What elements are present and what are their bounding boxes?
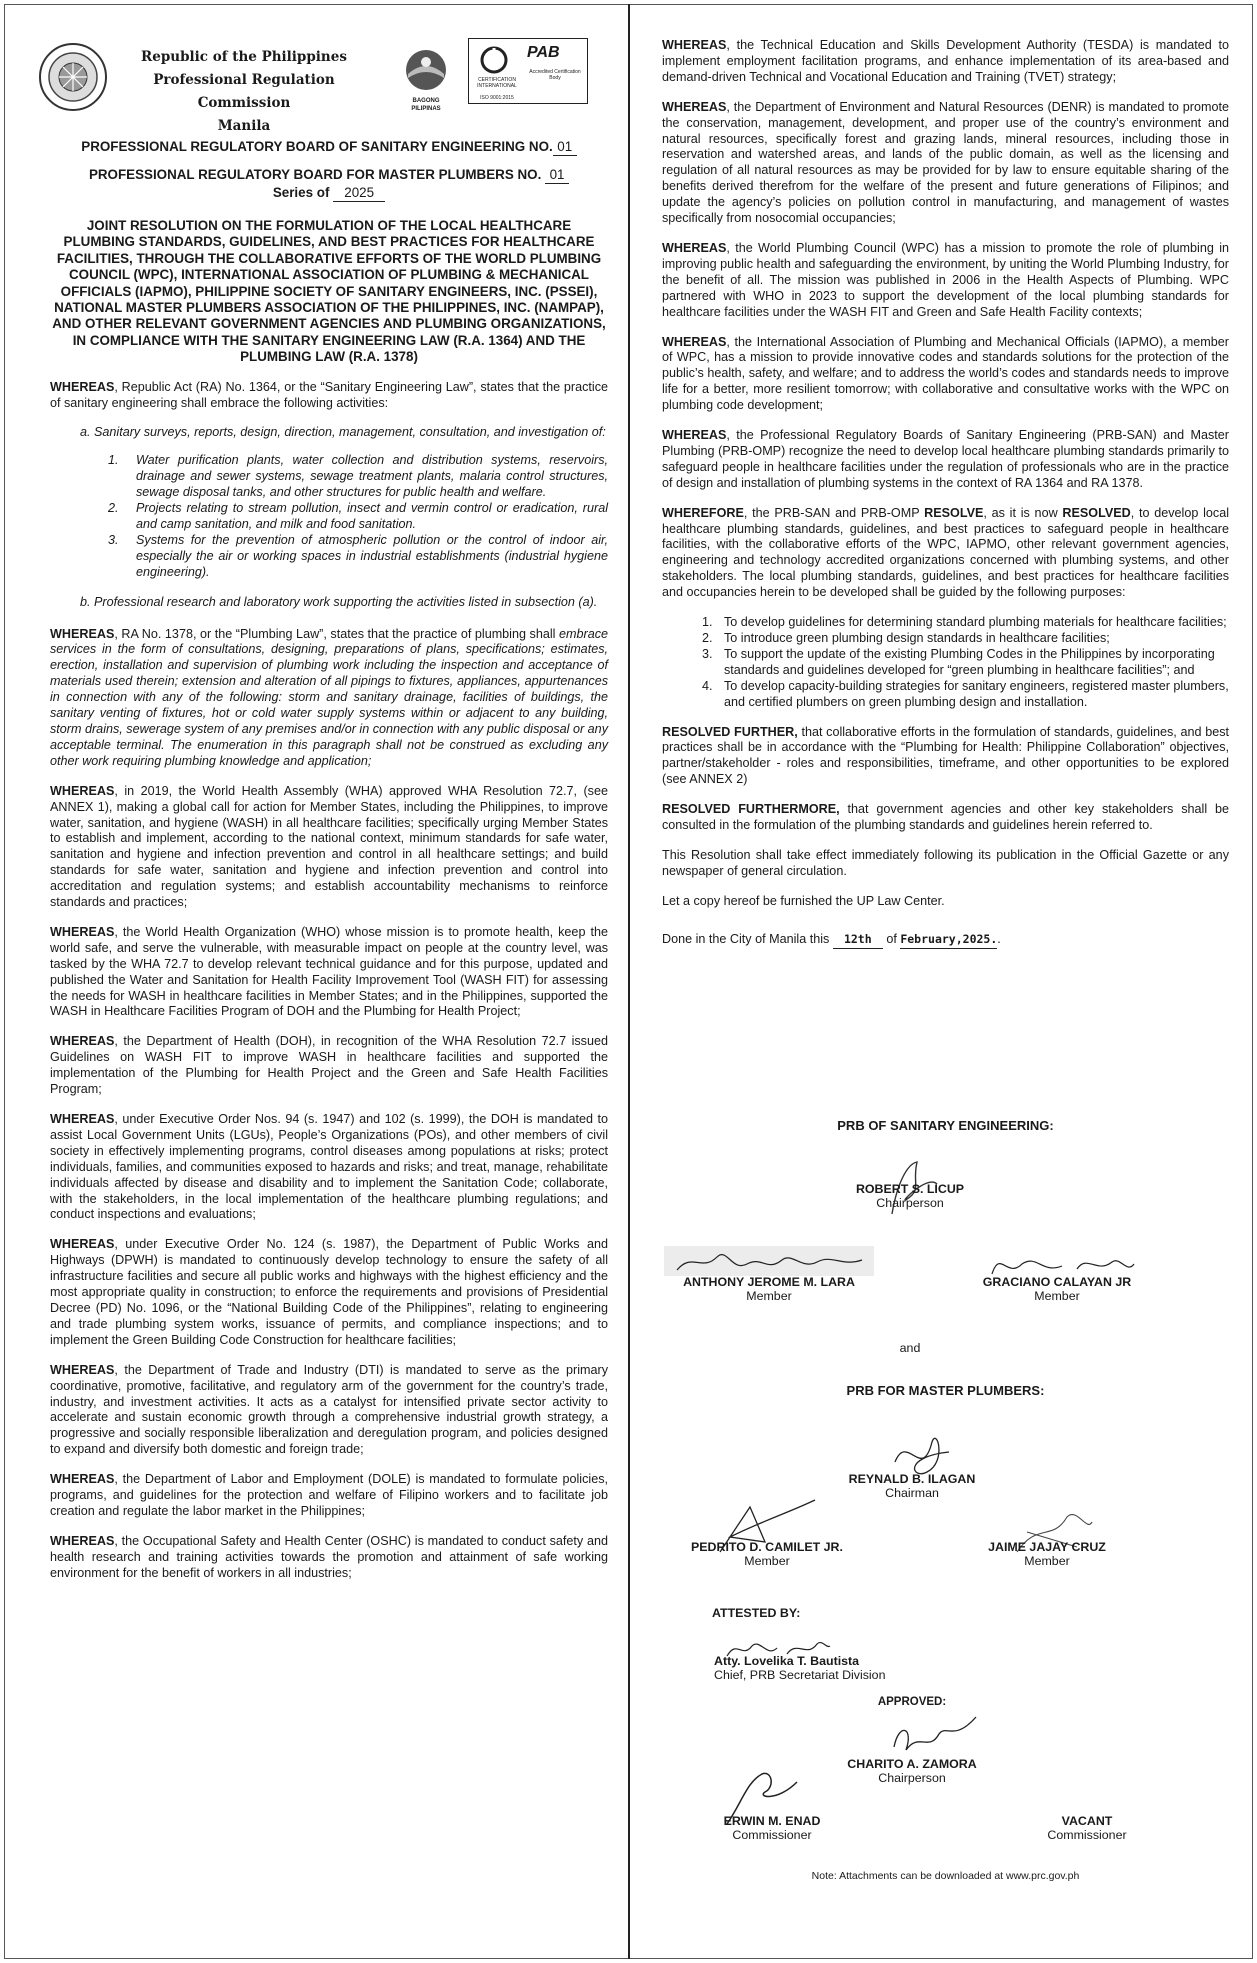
whereas-wha bbox=[50, 784, 608, 911]
whereas-text: , the World Plumbing Council (WPC) has a mission to promote the role of plumbing in improving public health and safeguarding the environment, by uniting the World Plumbing Industry, for the benefit of all. The mission was published in 2006 in the Health Aspects of Plumbing. WPC partnered with WHO in 2023 to support the development of the local plumbing standards for healthcare facilities under the WASH FIT and Green and Safe Health Facility contexts; bbox=[662, 240, 1229, 319]
whereas-text: , the Occupational Safety and Health Center (OSHC) is mandated to conduct safety and health research and training activities towards the promotion and attainment of safe working environment for the benefit of workers in all industries; bbox=[50, 1533, 608, 1580]
prc-chair bbox=[817, 1757, 1007, 1785]
purposes-list bbox=[662, 615, 1229, 710]
item-number: 3. bbox=[702, 646, 713, 661]
whereas-label: WHEREAS bbox=[662, 99, 727, 114]
and-connector: and bbox=[899, 1341, 921, 1355]
mp-member-1 bbox=[682, 1540, 852, 1568]
resolved-furthermore-text: that government agencies and other key stakeholders shall be consulted in the formulation of the plumbing standards and guidelines herein referred to. bbox=[662, 802, 1229, 833]
mp-member-2-role: Member bbox=[1024, 1554, 1070, 1568]
wherefore-text: , as it is now bbox=[983, 505, 1063, 520]
san-chair-name: ROBERT S. LICUP bbox=[855, 1182, 965, 1196]
whereas-text: , RA No. 1378, or the “Plumbing Law”, states that the practice of plumbing shall bbox=[114, 626, 559, 641]
right-column bbox=[662, 38, 1229, 963]
whereas-label: WHEREAS bbox=[50, 1112, 115, 1126]
san-chair bbox=[825, 1182, 995, 1210]
done-day: 12th bbox=[833, 932, 883, 949]
header-city: Manila bbox=[217, 118, 271, 134]
whereas-who bbox=[50, 925, 608, 1020]
series-prefix: Series of bbox=[272, 185, 330, 200]
whereas-doh bbox=[50, 1034, 608, 1098]
done-line bbox=[662, 932, 1229, 949]
whereas-label: WHEREAS bbox=[50, 1237, 115, 1252]
whereas-prb bbox=[662, 428, 1229, 492]
whereas-label: WHEREAS bbox=[50, 1034, 115, 1049]
board1-prefix: PROFESSIONAL REGULATORY BOARD OF SANITARY ENGINEERING NO. bbox=[81, 139, 553, 154]
certification-ring-icon bbox=[479, 45, 509, 75]
whereas-text: , the International Association of Plumbing and Mechanical Officials (IAPMO), a member of WPC, has a mission to provide innovative codes and standards solutions for the protection of the public’s health, safety, and welfare; and to address the world’s codes and standards needs to improve life for a better, more resilient tomorrow; with collaborative and consultative works with the WPC on plumbing code development; bbox=[662, 334, 1229, 413]
san-member-2-name: GRACIANO CALAYAN JR bbox=[982, 1275, 1132, 1289]
done-of: of bbox=[886, 931, 897, 946]
whereas-label: WHEREAS bbox=[50, 379, 115, 394]
whereas-label: WHEREAS bbox=[50, 1472, 115, 1487]
whereas-label: WHEREAS bbox=[50, 783, 115, 798]
board2-title bbox=[50, 166, 608, 184]
effectivity-clause: This Resolution shall take effect immediately following its publication in the Official Gazette or any newspaper of general circulation. bbox=[662, 847, 1229, 878]
prc-chair-name: CHARITO A. ZAMORA bbox=[847, 1757, 977, 1771]
resolved-furthermore-label: RESOLVED FURTHERMORE, bbox=[662, 802, 840, 817]
whereas-label: WHEREAS bbox=[662, 38, 727, 52]
board2-prefix: PROFESSIONAL REGULATORY BOARD FOR MASTER PLUMBERS NO. bbox=[88, 167, 542, 182]
resolved-further-text: that collaborative efforts in the formulation of standards, guidelines, and best practices shall be in accordance with the “Plumbing for Health: Philippine Collaboration” objectives, partner/stakeholder - roles and responsibilities, timeframe, and other opportunities to be explored (see ANNEX 2) bbox=[662, 724, 1229, 787]
mp-member-2 bbox=[962, 1540, 1132, 1568]
commissioner-2 bbox=[1017, 1814, 1157, 1842]
whereas-label: WHEREAS bbox=[662, 428, 727, 443]
list-item bbox=[702, 679, 1229, 711]
whereas-text: , Republic Act (RA) No. 1364, or the “Sanitary Engineering Law”, states that the practice of sanitary engineering shall embrace the following activities: bbox=[50, 379, 608, 410]
commissioner-1 bbox=[692, 1814, 852, 1842]
prc-seal-logo bbox=[38, 42, 108, 112]
commissioner-1-name: ERWIN M. ENAD bbox=[723, 1814, 821, 1828]
resolved-word: RESOLVED bbox=[1062, 505, 1131, 520]
list-item bbox=[702, 615, 1229, 631]
whereas-label: WHEREAS bbox=[662, 334, 727, 349]
whereas-dpwh bbox=[50, 1237, 608, 1348]
commissioner-1-role: Commissioner bbox=[732, 1828, 812, 1842]
item-text: To develop capacity-building strategies for sanitary engineers, registered master plumbers, and certified plumbers on green plumbing design and installation. bbox=[724, 678, 1229, 709]
done-text: Done in the City of Manila this bbox=[662, 931, 830, 946]
whereas-eo94 bbox=[50, 1112, 608, 1223]
item-number: 2. bbox=[108, 501, 119, 516]
activity-a: a. Sanitary surveys, reports, design, direction, management, consultation, and investigation of: bbox=[80, 425, 606, 440]
whereas-dti bbox=[50, 1363, 608, 1458]
whereas-label: WHEREAS bbox=[50, 1533, 115, 1548]
attested-role: Chief, PRB Secretariat Division bbox=[714, 1668, 886, 1682]
whereas-text: , the Department of Environment and Natural Resources (DENR) is mandated to promote the conservation, management, development, and proper use of the country’s environment and natural resources, specifically forest and grazing lands, mineral resources, including those in reservation and watershed areas, and lands of the public domain, as well as the licensing and regulation of all natural resources as may be provided for by law to ensure equitable sharing of the benefits derived therefrom for the welfare of the present and future generations of Filipinos; and update the agency’s policies on pollution control in manufacturing, and management of wastes specifically from nosocomial occupancies; bbox=[662, 99, 1229, 226]
mp-chair-role: Chairman bbox=[885, 1486, 939, 1500]
commissioner-2-role: Commissioner bbox=[1047, 1828, 1127, 1842]
list-item bbox=[108, 501, 608, 533]
whereas-iapmo bbox=[662, 335, 1229, 415]
list-item bbox=[702, 631, 1229, 647]
whereas-tesda bbox=[662, 38, 1229, 86]
letterhead bbox=[50, 38, 608, 138]
san-member-1-role: Member bbox=[746, 1289, 792, 1303]
resolved-further bbox=[662, 725, 1229, 789]
whereas-dole bbox=[50, 1472, 608, 1520]
san-member-1-name: ANTHONY JEROME M. LARA bbox=[683, 1275, 855, 1289]
letterhead-text bbox=[116, 46, 372, 138]
item-text: To introduce green plumbing design standards in healthcare facilities; bbox=[724, 631, 1110, 645]
mp-member-1-role: Member bbox=[744, 1554, 790, 1568]
header-commission: Professional Regulation Commission bbox=[153, 72, 335, 111]
activity-b: b. Professional research and laboratory work supporting the activities listed in subsection (a). bbox=[80, 594, 598, 609]
whereas-text: , the Professional Regulatory Boards of Sanitary Engineering (PRB-SAN) and Master Plumbing (PRB-OMP) recognize the need to develop local healthcare plumbing standards primarily to safeguard people in healthcare facilities under the regulation of professionals who are in the practice of design and installation of plumbing systems in the context of RA 1364 and RA 1378. bbox=[662, 428, 1229, 490]
item-text: Projects relating to stream pollution, insect and vermin control or eradication, rural and camp sanitation, and milk and food sanitation. bbox=[136, 501, 608, 531]
attested-heading: ATTESTED BY: bbox=[712, 1606, 801, 1620]
whereas-text: , the World Health Organization (WHO) whose mission is to promote health, keep the world safe, and serve the vulnerable, with measurable impact on people at the country level, was tasked by the WHA 72.7 to develop relevant technical guidance and for this purpose, updated and published the Water and Sanitation for Health Facility Improvement Tool (WASH FIT) for assessing the needs for WASH in healthcare facilities in Member States; and in the Philippines, supported the WASH in Healthcare Facilities Program of DOH and the Plumbing for Health Project; bbox=[50, 924, 608, 1019]
san-member-2 bbox=[962, 1275, 1152, 1303]
item-number: 1. bbox=[108, 453, 119, 468]
whereas-oshc bbox=[50, 1534, 608, 1582]
whereas-text: , the Department of Labor and Employment (DOLE) is mandated to formulate policies, programs, and guidelines for the protection and welfare of Filipino workers and to facilitate job creation and regulate the labor market in the Philippines; bbox=[50, 1472, 608, 1518]
whereas-wpc bbox=[662, 241, 1229, 321]
attested-name: Atty. Lovelika T. Bautista bbox=[714, 1654, 860, 1668]
activity-a-list bbox=[50, 453, 608, 580]
cert-iso: ISO 9001:2015 bbox=[480, 95, 514, 101]
item-text: To develop guidelines for determining standard plumbing materials for healthcare facilities; bbox=[724, 615, 1227, 630]
header-republic: Republic of the Philippines bbox=[141, 49, 347, 65]
certification-badges bbox=[468, 38, 588, 104]
bp-label: BAGONG PILIPINAS bbox=[411, 97, 441, 112]
mp-chair bbox=[817, 1472, 1007, 1500]
board2-number: 01 bbox=[545, 166, 569, 184]
resolved-furthermore bbox=[662, 802, 1229, 834]
whereas-text: , under Executive Order No. 124 (s. 1987), the Department of Public Works and Highways (DPWH) is mandated to continuously develop technology to ensure the safety of all infrastructure facilities and secure all public works and highways with the highest efficiency and the most appropriate quality in construction; to enforce the requirements and provisions of Presidential Decree (PD) No. 1096, or the “National Building Code of the Philippines”, relating to engineering and trade plumbing system works, issuance of permits, and compliance inspections; and to implement the Green Building Code Construction for healthcare facilities; bbox=[50, 1237, 608, 1347]
san-member-2-role: Member bbox=[1034, 1289, 1080, 1303]
list-item bbox=[702, 647, 1229, 679]
whereas-text: , the Department of Trade and Industry (DTI) is mandated to serve as the primary coordinative, promotive, facilitative, and regulatory arm of the government for the country’s trade, industry, and investment activities. It acts as a catalyst for intensified private sector activity to accelerate and sustain economic growth through a comprehensive industrial growth strategy, a progressive and socially responsible liberalization and deregulation program, and policies designed to expand and diversify both domestic and foreign trade; bbox=[50, 1362, 608, 1457]
whereas-label: WHEREAS bbox=[50, 626, 115, 641]
list-item bbox=[108, 453, 608, 501]
mp-member-2-name: JAIME JAJAY CRUZ bbox=[988, 1540, 1106, 1554]
mp-heading: PRB FOR MASTER PLUMBERS: bbox=[846, 1383, 1045, 1398]
san-heading: PRB OF SANITARY ENGINEERING: bbox=[837, 1118, 1054, 1133]
pab-sub: Accredited Certification Body bbox=[529, 69, 581, 81]
column-divider bbox=[628, 4, 630, 1959]
board1-title bbox=[50, 138, 608, 156]
san-chair-role: Chairperson bbox=[876, 1196, 944, 1210]
item-number: 3. bbox=[108, 532, 119, 547]
done-month: February,2025. bbox=[900, 932, 997, 949]
mp-chair-name: REYNALD B. ILAGAN bbox=[848, 1472, 976, 1486]
copy-furnished: Let a copy hereof be furnished the UP Law Center. bbox=[662, 893, 945, 908]
item-text: To support the update of the existing Plumbing Codes in the Philippines by incorporating standards and guidelines developed for “green plumbing in healthcare facilities”; and bbox=[724, 646, 1215, 677]
item-text: Systems for the prevention of atmospheric pollution or the control of indoor air, especially the air or working spaces in industrial establishments (industrial hygiene engineering). bbox=[136, 532, 608, 579]
pab-logo: PAB bbox=[527, 44, 560, 61]
bagong-pilipinas-logo bbox=[402, 48, 450, 112]
prc-chair-role: Chairperson bbox=[878, 1771, 946, 1785]
attachments-note: Note: Attachments can be downloaded at www.prc.gov.ph bbox=[811, 1870, 1080, 1882]
wherefore-text: , the PRB-SAN and PRB-OMP bbox=[743, 505, 925, 520]
done-end: . bbox=[997, 931, 1001, 946]
whereas-label: WHEREAS bbox=[662, 240, 727, 255]
item-text: Water purification plants, water collection and distribution systems, reservoirs, drainage and sewer systems, sewage treatment plants, malaria control structures, sewage disposal tanks, and other structures for public health and welfare. bbox=[136, 453, 608, 500]
resolution-title: JOINT RESOLUTION ON THE FORMULATION OF THE LOCAL HEALTHCARE PLUMBING STANDARDS, GUIDELINES, AND BEST PRACTICES FOR HEALTHCARE FACILITIES, THROUGH THE COLLABORATIVE EFFORTS OF THE WORLD PLUMBING COUNCIL (WPC), INTERNATIONAL ASSOCIATION OF PLUMBING & MECHANICAL OFFICIALS (IAPMO), PHILIPPINE SOCIETY OF SANITARY ENGINEERS, INC. (PSSEI), NATIONAL MASTER PLUMBERS ASSOCIATION OF THE PHILIPPINES, INC. (NAMPAP), AND OTHER RELEVANT GOVERNMENT AGENCIES AND PLUMBING ORGANIZATIONS, IN COMPLIANCE WITH THE SANITARY ENGINEERING LAW (R.A. 1364) AND THE PLUMBING LAW (R.A. 1378) bbox=[52, 218, 606, 365]
whereas-text: , under Executive Order Nos. 94 (s. 1947) and 102 (s. 1999), the DOH is mandated to assist Local Government Units (LGUs), People’s Organizations (POs), and other members of civil society in effectively implementing programs, control diseases among populations at risks; protect individuals, families, and communities exposed to hazards and risks; and treat, manage, rehabilitate individuals affected by disease and disability and to implement the Sanitation Code; collaborate, with the stakeholders, in the local implementation of the healthcare plumbing regulations; and conduct inspections and evaluations; bbox=[50, 1112, 608, 1222]
left-column bbox=[50, 38, 608, 1596]
whereas-text: , the Technical Education and Skills Development Authority (TESDA) is mandated to implement employment facilitation programs, and enhance implementation of its area-based and demand-driven Technical and Vocational Education and Training (TVET) strategy; bbox=[662, 38, 1229, 84]
approved-heading: APPROVED: bbox=[877, 1696, 947, 1708]
whereas-denr bbox=[662, 100, 1229, 227]
whereas-text: , the Department of Health (DOH), in recognition of the WHA Resolution 72.7 issued Guidelines on WASH FIT to improve WASH in healthcare facilities and supported the implementation of the Plumbing for Health Project and the Green and Safe Health Facilities Program; bbox=[50, 1034, 608, 1097]
wherefore-label: WHEREFORE bbox=[662, 505, 744, 520]
whereas-label: WHEREAS bbox=[50, 1362, 115, 1377]
board1-number: 01 bbox=[553, 138, 577, 156]
list-item bbox=[108, 533, 608, 581]
mp-member-1-name: PEDRITO D. CAMILET JR. bbox=[691, 1540, 843, 1554]
item-number: 4. bbox=[702, 678, 713, 693]
san-member-1 bbox=[662, 1275, 876, 1303]
whereas-text-italic: embrace services in the form of consultations, designing, preparations of plans, specifications; estimates, erection, installation and supervision of plumbing work including the inspection and acceptance of materials used therein; extension and alteration of all pipings to fixtures, appliances, appurtenances in connection with any of the following: storm and sanitary drainage, facilities of buildings, the sanitary venting of fixtures, hot or cold water supply systems within or adjacent to any building, storm drains, sewerage system of any premises and/or in connection with any public disposal or any acceptable terminal. The enumeration in this paragraph shall not be construed as excluding any other work requiring plumbing knowledge and application; bbox=[50, 626, 608, 768]
wherefore-text: , to develop local healthcare plumbing standards, guidelines, and best practices to safeguard people in healthcare facilities, with the collaborative efforts of the WPC, IAPMO, other relevant government agencies, engineering and technology accredited organizations concerned with plumbing systems, and other stakeholders. The local plumbing standards, guidelines, and best practices for healthcare facilities and occupancies herein to be developed shall be guided by the following purposes: bbox=[662, 505, 1230, 600]
whereas-ra1364 bbox=[50, 380, 608, 412]
attested-official bbox=[714, 1654, 885, 1682]
resolved-further-label: RESOLVED FURTHER, bbox=[662, 724, 798, 739]
signature-block bbox=[662, 1112, 1229, 1882]
resolve-word: RESOLVE bbox=[924, 505, 984, 520]
series-year: 2025 bbox=[333, 184, 385, 202]
whereas-ra1378 bbox=[50, 627, 608, 770]
signature-zamora bbox=[884, 1712, 984, 1762]
item-number: 2. bbox=[702, 631, 713, 645]
commissioner-2-name: VACANT bbox=[1061, 1814, 1113, 1828]
whereas-text: , in 2019, the World Health Assembly (WHA) approved WHA Resolution 72.7, (see ANNEX 1), making a global call for action for Member States, including the Philippines, to improve water, sanitation, and hygiene (WASH) in all healthcare facilities; specifically urging Member States to establish and implement, according to the national context, minimum standards for safe water, sanitation and hygiene and infection prevention and control in all healthcare settings; and build standards for safe water, sanitation and hygiene and infection prevention and control into accreditation and regulation systems; and establish accountability mechanisms to reinforce standards and practices; bbox=[50, 783, 608, 910]
item-number: 1. bbox=[702, 615, 713, 630]
series-line bbox=[50, 184, 608, 202]
wherefore-clause bbox=[662, 506, 1229, 601]
cert-label: CERTIFICATION INTERNATIONAL bbox=[477, 77, 517, 89]
whereas-label: WHEREAS bbox=[50, 924, 115, 939]
